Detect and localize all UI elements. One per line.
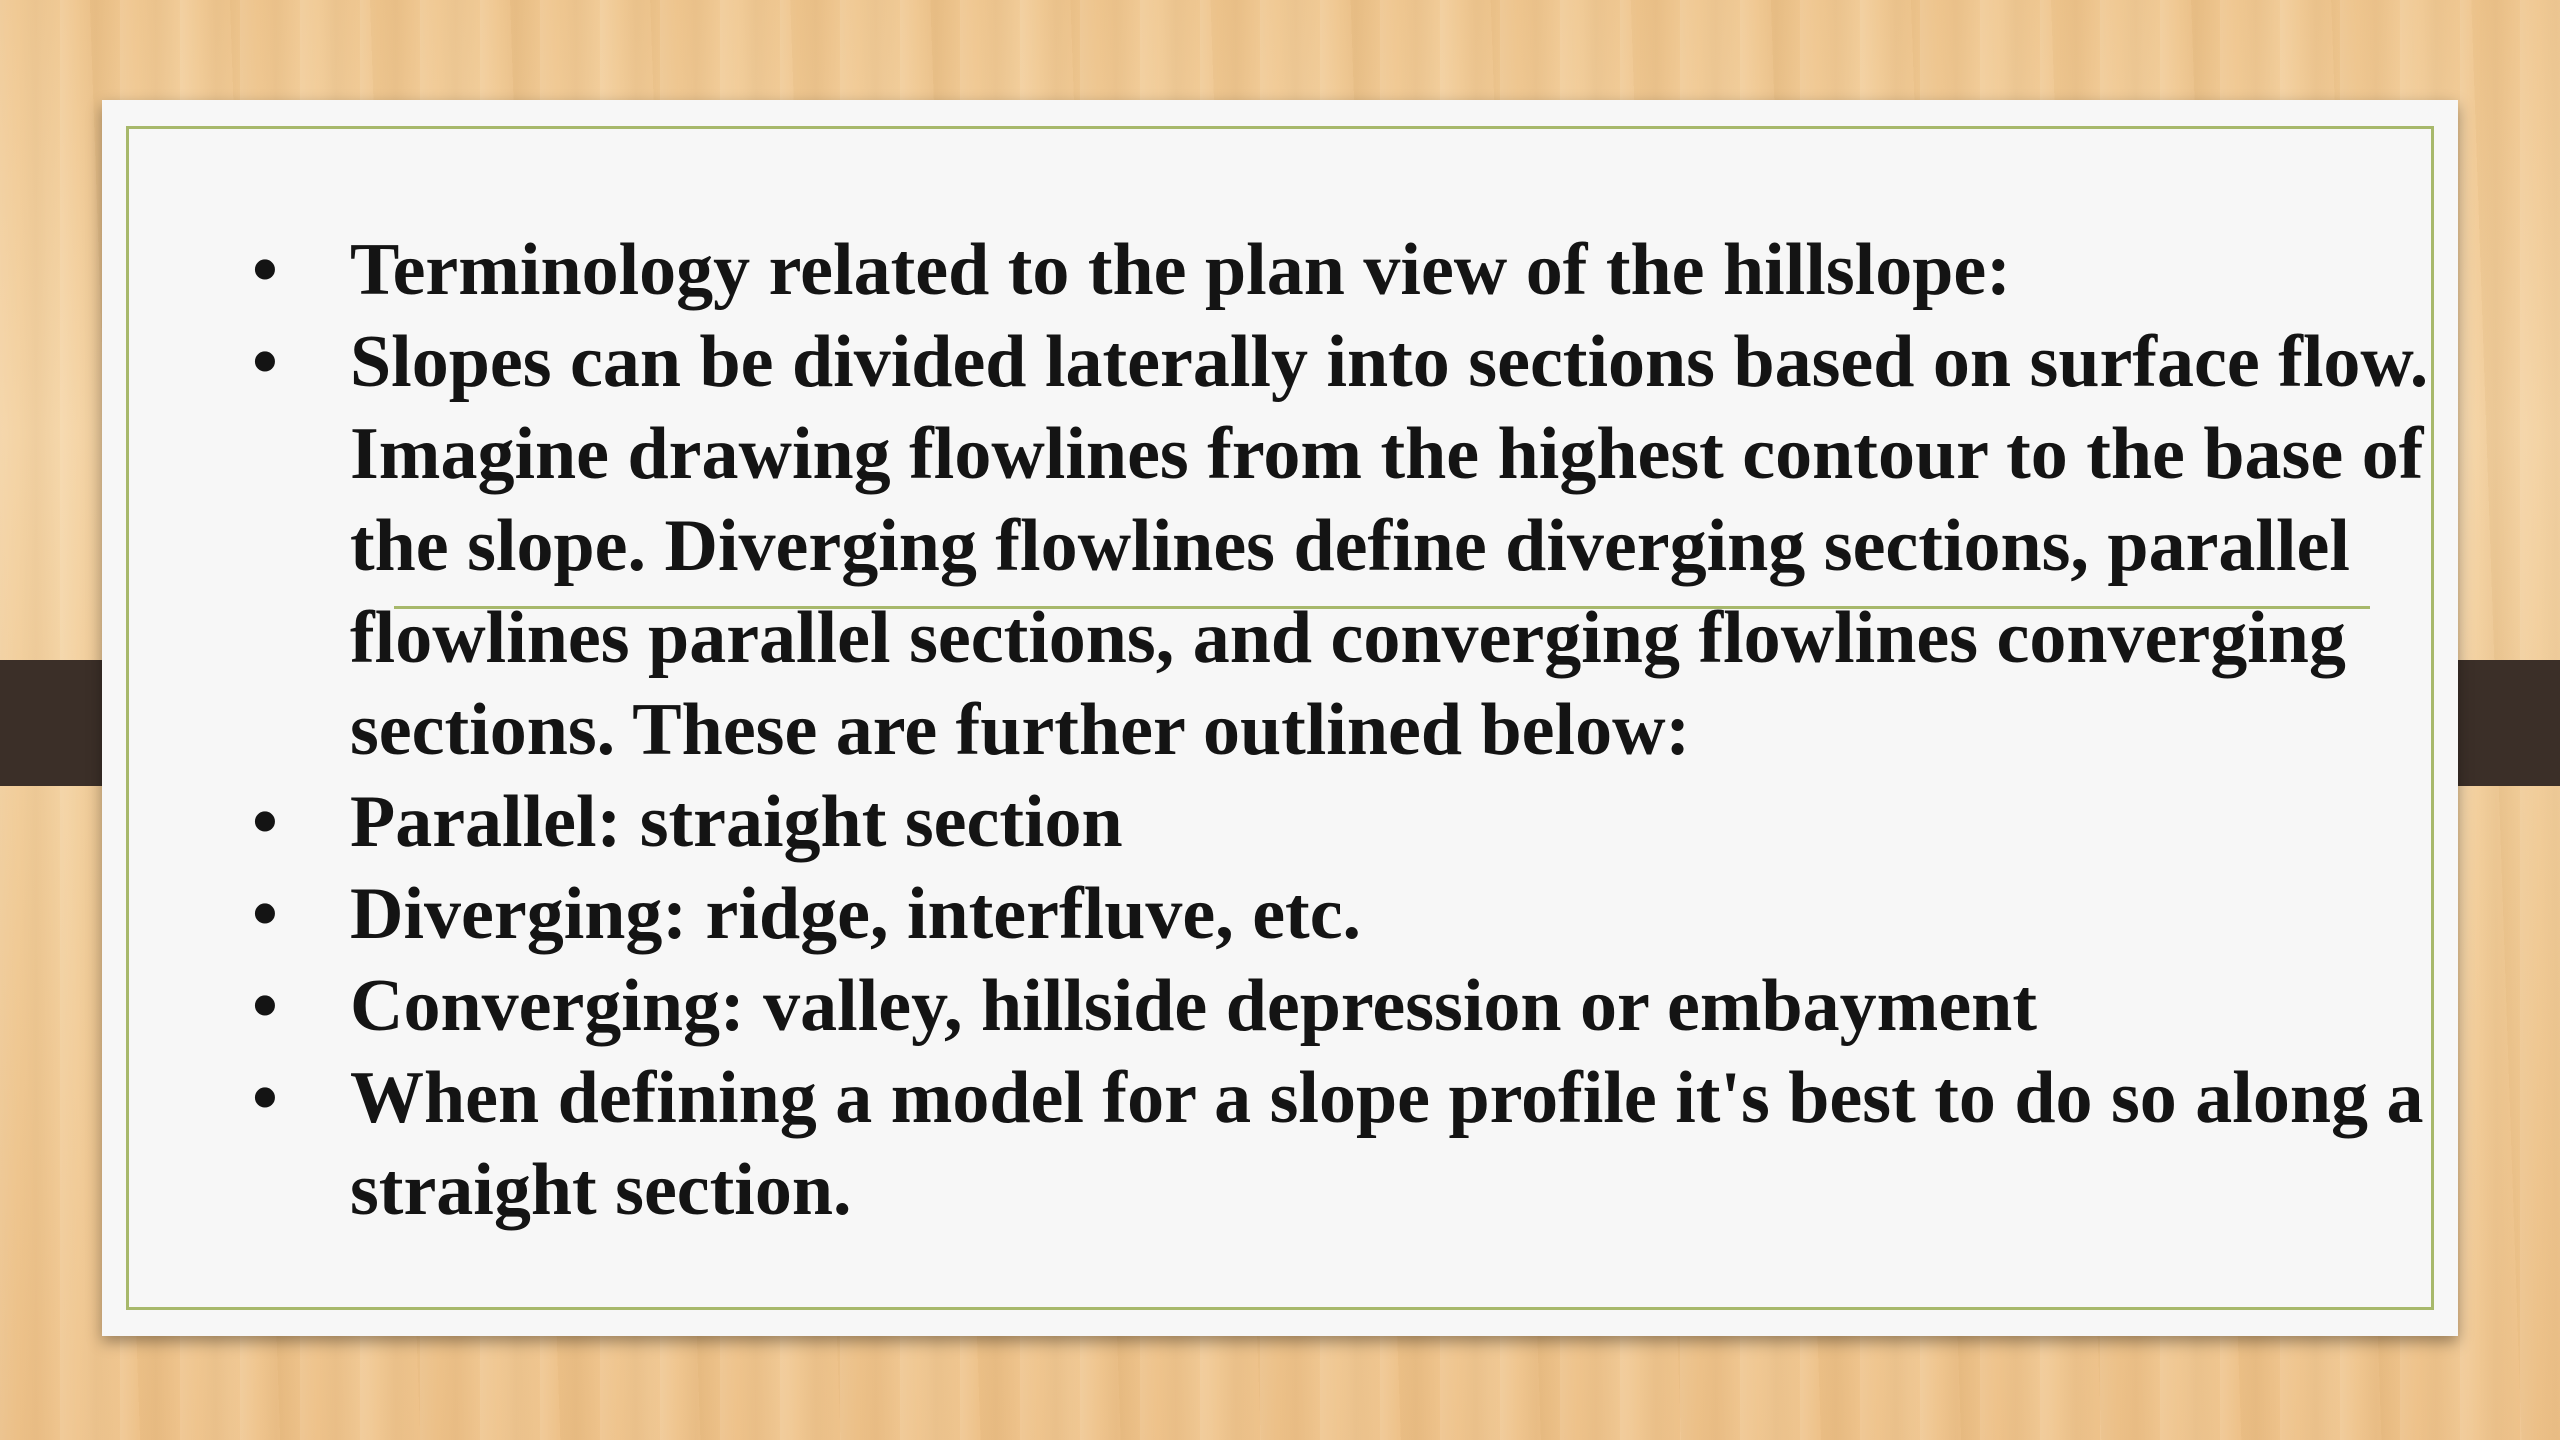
bullet-item-diverging bbox=[248, 868, 2488, 960]
bullet-item-terminology bbox=[248, 224, 2488, 316]
bullet-icon: • bbox=[252, 965, 278, 1047]
bullet-item-model-definition bbox=[248, 1052, 2488, 1236]
bullet-icon: • bbox=[252, 873, 278, 955]
bullet-item-parallel bbox=[248, 776, 2488, 868]
bullet-icon: • bbox=[252, 229, 278, 311]
bullet-item-converging bbox=[248, 960, 2488, 1052]
bullet-icon: • bbox=[252, 321, 278, 403]
bullet-text: Parallel: straight section bbox=[350, 781, 1123, 863]
bullet-text: Converging: valley, hillside depression or embayment bbox=[350, 965, 2037, 1047]
bullet-text: Diverging: ridge, interfluve, etc. bbox=[350, 873, 1362, 955]
bullet-icon: • bbox=[252, 1057, 278, 1139]
bullet-text: Terminology related to the plan view of the hillslope: bbox=[350, 229, 2011, 311]
slide-card bbox=[102, 100, 2458, 1336]
slide-content bbox=[248, 224, 2488, 1236]
bullet-icon: • bbox=[252, 781, 278, 863]
bullet-text: Slopes can be divided laterally into sections based on surface flow. Imagine drawing flowlines from the highest contour to the base of the slope. Diverging flowlines define diverging sections, parallel flowlines parallel sections, and converging flowlines converging sections. These are further outlined below: bbox=[350, 321, 2429, 771]
bullet-list bbox=[248, 224, 2488, 1236]
bullet-text: When defining a model for a slope profile it's best to do so along a straight section. bbox=[350, 1057, 2424, 1231]
bullet-item-slopes-divided bbox=[248, 316, 2488, 776]
